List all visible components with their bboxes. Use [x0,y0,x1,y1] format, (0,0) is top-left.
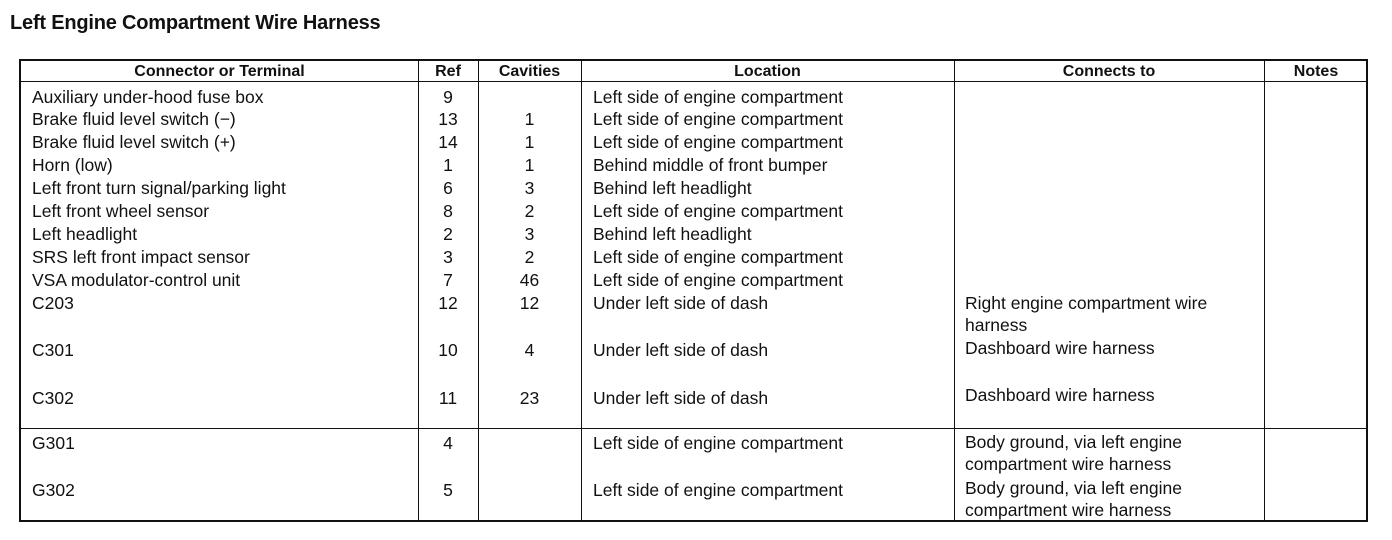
page-title: Left Engine Compartment Wire Harness [10,12,381,34]
cavities-cell: 4 [524,340,535,360]
ref-cell: 13 [438,109,458,129]
connects-to-cell: Right engine compartment wire harness [965,293,1208,335]
column-divider [954,61,955,520]
connector-cell: Brake fluid level switch (+) [32,132,236,152]
location-cell: Under left side of dash [593,293,769,313]
cavities-cell: 3 [524,224,535,244]
connector-cell: C302 [32,388,74,408]
ref-cell: 10 [438,340,458,360]
header-ref: Ref [435,63,461,80]
ref-cell: 9 [443,87,453,107]
ref-cell: 11 [438,388,458,408]
ref-cell: 1 [443,155,453,175]
connects-to-cell: Dashboard wire harness [965,385,1155,405]
location-cell: Behind middle of front bumper [593,155,828,175]
connector-cell: C301 [32,340,74,360]
ref-cell: 5 [443,480,453,500]
location-cell: Under left side of dash [593,388,769,408]
location-cell: Left side of engine compartment [593,247,844,267]
cavities-cell: 1 [524,155,535,175]
cavities-cell: 1 [524,109,535,129]
column-divider [581,61,582,520]
ref-cell: 14 [438,132,458,152]
cavities-cell: 46 [519,270,540,290]
connector-cell: G301 [32,433,75,453]
connector-cell: Auxiliary under-hood fuse box [32,87,264,107]
column-divider [1264,61,1265,520]
connector-cell: Left front turn signal/parking light [32,178,286,198]
harness-table [19,59,1368,522]
connector-cell: Left headlight [32,224,138,244]
cavities-cell: 12 [519,293,540,313]
connector-cell: SRS left front impact sensor [32,247,250,267]
ref-cell: 7 [443,270,453,290]
location-cell: Left side of engine compartment [593,132,844,152]
cavities-cell: 1 [524,132,535,152]
cavities-cell: 2 [524,201,535,221]
connector-cell: Brake fluid level switch (−) [32,109,236,129]
connector-cell: C203 [32,293,74,313]
location-cell: Left side of engine compartment [593,87,844,107]
ref-cell: 6 [443,178,453,198]
location-cell: Behind left headlight [593,178,752,198]
ref-cell: 3 [443,247,453,267]
header-connects-to: Connects to [1062,63,1156,80]
cavities-cell: 23 [519,388,540,408]
location-cell: Left side of engine compartment [593,270,844,290]
header-cavities: Cavities [498,63,561,80]
cavities-cell: 3 [524,178,535,198]
location-cell: Behind left headlight [593,224,752,244]
connects-to-cell: Dashboard wire harness [965,338,1155,358]
connects-to-cell: Body ground, via left engine compartment wire harness [965,432,1182,474]
connector-cell: Horn (low) [32,155,113,175]
location-cell: Under left side of dash [593,340,769,360]
location-cell: Left side of engine compartment [593,480,844,500]
header-notes: Notes [1293,63,1339,80]
section-divider [21,428,1366,429]
connector-cell: Left front wheel sensor [32,201,210,221]
connects-to-cell: Body ground, via left engine compartment wire harness [965,478,1182,520]
header-divider [21,81,1366,82]
connector-cell: VSA modulator-control unit [32,270,241,290]
location-cell: Left side of engine compartment [593,433,844,453]
header-connector: Connector or Terminal [134,63,305,80]
ref-cell: 4 [443,433,453,453]
connector-cell: G302 [32,480,75,500]
header-location: Location [734,63,801,80]
location-cell: Left side of engine compartment [593,109,844,129]
ref-cell: 2 [443,224,453,244]
location-cell: Left side of engine compartment [593,201,844,221]
cavities-cell: 2 [524,247,535,267]
ref-cell: 8 [443,201,453,221]
ref-cell: 12 [438,293,458,313]
